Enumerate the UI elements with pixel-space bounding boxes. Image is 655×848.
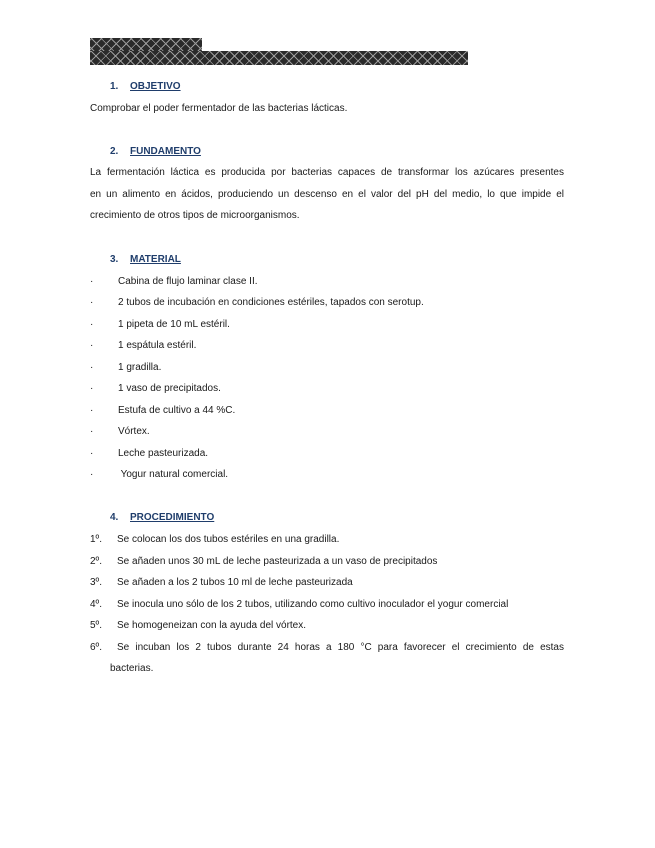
fundamento-line-3: crecimiento de otros tipos de microorganismos. xyxy=(90,210,300,221)
step-number: 3º. xyxy=(90,577,102,588)
bullet-mark: · xyxy=(90,340,94,351)
bullet-mark: · xyxy=(90,426,94,437)
material-item-text: Yogur natural comercial. xyxy=(118,469,229,480)
step-number: 1º. xyxy=(90,534,102,545)
procedure-step xyxy=(90,534,339,545)
material-item xyxy=(90,362,161,373)
step-text: Se inocula uno sólo de los 2 tubos, utilizando como cultivo inoculador el yogur comercial xyxy=(117,599,509,610)
step-text: Se incuban los 2 tubos durante 24 horas a 180 °C para favorecer el crecimiento de estas xyxy=(117,642,564,653)
heading-title: MATERIAL xyxy=(130,254,181,265)
bullet-mark: · xyxy=(90,469,94,480)
heading-title: OBJETIVO xyxy=(130,81,181,92)
bullet-mark: · xyxy=(90,383,94,394)
material-item xyxy=(90,319,230,330)
heading-material xyxy=(110,254,181,265)
material-item-text: 1 espátula estéril. xyxy=(118,340,197,351)
bullet-mark: · xyxy=(90,448,94,459)
heading-number: 4. xyxy=(110,512,119,523)
material-item xyxy=(90,340,196,351)
redacted-header-block-small xyxy=(90,38,202,52)
material-item xyxy=(90,469,228,480)
material-item xyxy=(90,276,258,287)
material-item-text: 1 vaso de precipitados. xyxy=(118,383,221,394)
heading-fundamento xyxy=(110,146,201,157)
heading-number: 1. xyxy=(110,81,119,92)
material-item xyxy=(90,297,424,308)
heading-title: PROCEDIMIENTO xyxy=(130,512,215,523)
material-item-text: Cabina de flujo laminar clase II. xyxy=(118,276,258,287)
redacted-header-block-large xyxy=(90,51,468,65)
material-item-text: 2 tubos de incubación en condiciones estériles, tapados con serotup. xyxy=(118,297,424,308)
bullet-mark: · xyxy=(90,319,94,330)
step-text: Se colocan los dos tubos estériles en una gradilla. xyxy=(117,534,340,545)
material-item xyxy=(90,448,208,459)
procedure-step xyxy=(90,556,437,567)
procedure-step xyxy=(90,642,564,653)
step-text: Se homogeneizan con la ayuda del vórtex. xyxy=(117,620,307,631)
heading-number: 2. xyxy=(110,146,119,157)
heading-objetivo xyxy=(110,81,181,92)
step-continuation: bacterias. xyxy=(110,663,154,674)
material-item-text: 1 gradilla. xyxy=(118,362,162,373)
heading-procedimiento xyxy=(110,512,214,523)
material-item xyxy=(90,426,150,437)
objetivo-text: Comprobar el poder fermentador de las bacterias lácticas. xyxy=(90,103,348,114)
material-item-text: 1 pipeta de 10 mL estéril. xyxy=(118,319,230,330)
bullet-mark: · xyxy=(90,405,94,416)
material-item xyxy=(90,383,221,394)
material-item xyxy=(90,405,235,416)
step-number: 2º. xyxy=(90,556,102,567)
step-number: 5º. xyxy=(90,620,102,631)
material-item-text: Leche pasteurizada. xyxy=(118,448,209,459)
procedure-step xyxy=(90,620,306,631)
fundamento-line-1: La fermentación láctica es producida por bacterias capaces de transformar los azúcares presentes xyxy=(90,167,564,178)
heading-title: FUNDAMENTO xyxy=(130,146,201,157)
bullet-mark: · xyxy=(90,362,94,373)
step-text: Se añaden unos 30 mL de leche pasteurizada a un vaso de precipitados xyxy=(117,556,438,567)
fundamento-line-2: en un alimento en ácidos, produciendo un descenso en el valor del pH del medio, lo que impide el xyxy=(90,189,564,200)
step-text: Se añaden a los 2 tubos 10 ml de leche pasteurizada xyxy=(117,577,353,588)
bullet-mark: · xyxy=(90,276,94,287)
heading-number: 3. xyxy=(110,254,119,265)
step-number: 4º. xyxy=(90,599,102,610)
step-number: 6º. xyxy=(90,642,102,653)
material-item-text: Estufa de cultivo a 44 %C. xyxy=(118,405,236,416)
material-item-text: Vórtex. xyxy=(118,426,150,437)
bullet-mark: · xyxy=(90,297,94,308)
procedure-step xyxy=(90,599,508,610)
procedure-step xyxy=(90,577,353,588)
